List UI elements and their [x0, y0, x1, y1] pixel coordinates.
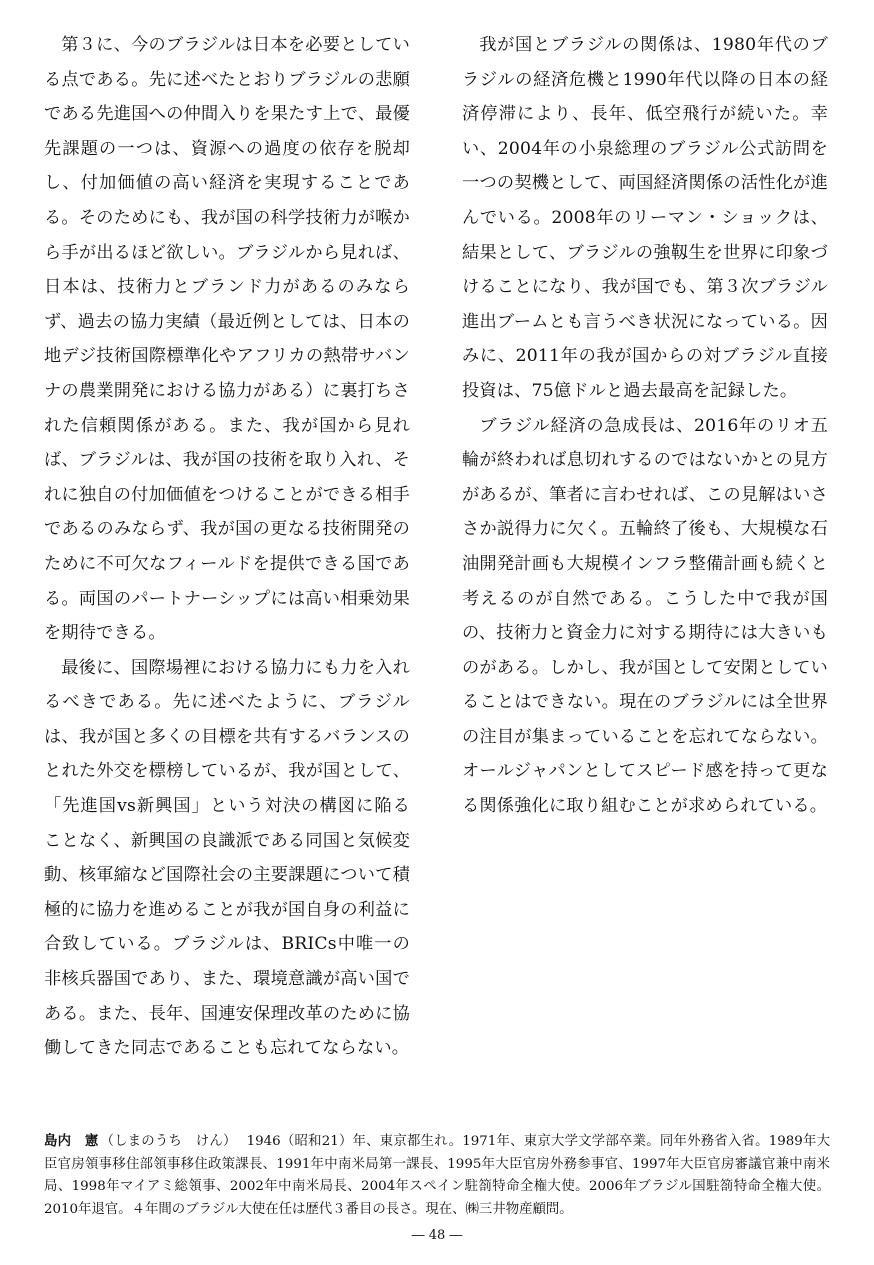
author-name-reading: （しまのうち けん） [100, 1134, 237, 1149]
author-bio-text: 1946（昭和21）年、東京都生れ。1971年、東京大学文学部卒業。同年外務省入省。1989年大臣官房領事移住部領事移住政策課長、1991年中南米局第一課長、1995年大臣官房外務参事官、1997年大臣官房審議官兼中南米局、1998年マイアミ総領事、2002年中南米局長、2004年スペイン駐箚特命全権大使。2006年ブラジル国駐箚特命全権大使。2010年退官。４年間のブラジル大使在任は歴代３番目の長さ。現在、㈱三井物産顧問。 [44, 1134, 831, 1217]
left-column [44, 28, 410, 1066]
left-paragraph-1: 第３に、今のブラジルは日本を必要としている点である。先に述べたとおりブラジルの悲願である先進国への仲間入りを果たす上で、最優先課題の一つは、資源への過度の依存を脱却し、付加価値の高い経済を実現することである。そのためにも、我が国の科学技術力が喉から手が出るほど欲しい。ブラジルから見れば、日本は、技術力とブランド力があるのみならず、過去の協力実績（最近例としては、日本の地デジ技術国際標準化やアフリカの熱帯サバンナの農業開発における協力がある）に裏打ちされた信頼関係がある。また、我が国から見れば、ブラジルは、我が国の技術を取り入れ、それに独自の付加価値をつけることができる相手であるのみならず、我が国の更なる技術開発のために不可欠なフィールドを提供できる国である。両国のパートナーシップには高い相乗効果を期待できる。 [44, 35, 410, 644]
author-name: 島内 憲 [44, 1134, 99, 1149]
author-bio [44, 1131, 830, 1221]
right-paragraph-2: ブラジル経済の急成長は、2016年のリオ五輪が終われば息切れするのではないかとの見方があるが、筆者に言わせれば、この見解はいささか説得力に欠く。五輪終了後も、大規模な石油開発計画も大規模インフラ整備計画も続くと考えるのが自然である。こうした中で我が国の、技術力と資金力に対する期待には大きいものがある。しかし、我が国として安閑としていることはできない。現在のブラジルには全世界の注目が集まっていることを忘れてならない。オールジャパンとしてスピード感を持って更なる関係強化に取り組むことが求められている。 [462, 415, 828, 817]
left-paragraph-2: 最後に、国際場裡における協力にも力を入れるべきである。先に述べたように、ブラジルは、我が国と多くの目標を共有するバランスのとれた外交を標榜しているが、我が国として、「先進国vs新興国」という対決の構図に陥ることなく、新興国の良識派である同国と気候変動、核軍縮など国際社会の主要課題について積極的に協力を進めることが我が国自身の利益に合致している。ブラジルは、BRICs中唯一の非核兵器国であり、また、環境意識が高い国である。また、長年、国連安保理改革のために協働してきた同志であることも忘れてならない。 [44, 657, 410, 1059]
page-number: ― 48 ― [411, 1228, 463, 1243]
right-column [462, 28, 828, 824]
right-paragraph-1: 我が国とブラジルの関係は、1980年代のブラジルの経済危機と1990年代以降の日本の経済停滞により、長年、低空飛行が続いた。幸い、2004年の小泉総理のブラジル公式訪問を一つの契機として、両国経済関係の活性化が進んでいる。2008年のリーマン・ショックは、結果として、ブラジルの強靱生を世界に印象づけることになり、我が国でも、第３次ブラジル進出ブームとも言うべき状況になっている。因みに、2011年の我が国からの対ブラジル直接投資は、75億ドルと過去最高を記録した。 [462, 35, 828, 401]
